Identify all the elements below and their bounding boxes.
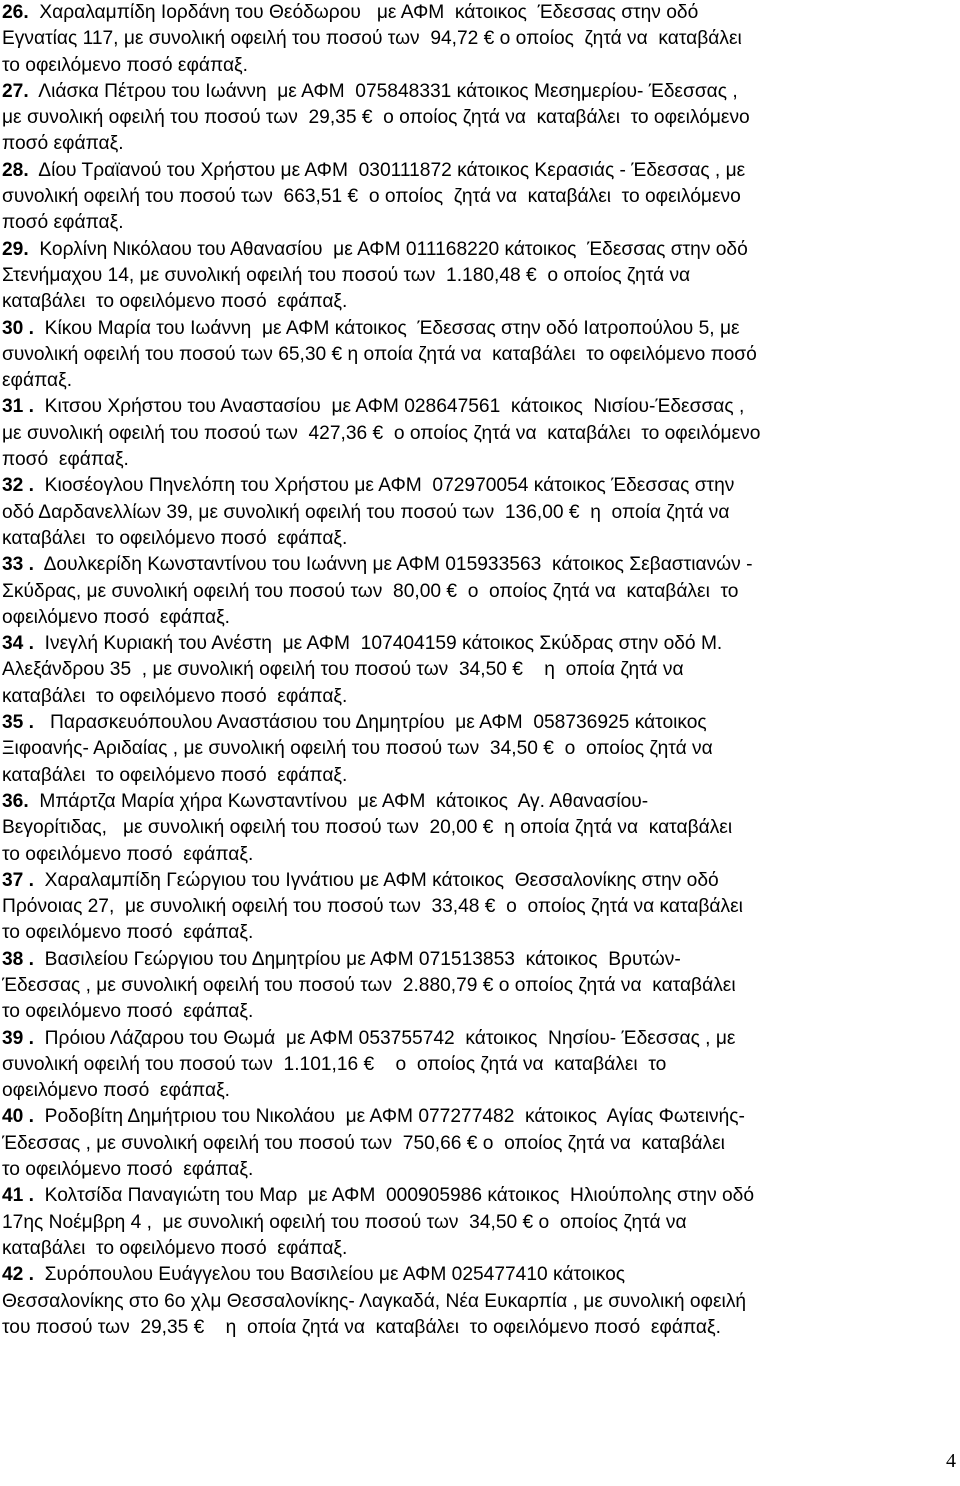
entry-number: 37 .	[2, 869, 35, 891]
entry-number: 35 .	[2, 712, 35, 734]
entry-number: 29.	[2, 238, 29, 260]
entry-text: 17ης Νοέμβρη 4 , με συνολική οφειλή του ποσού των 34,50 € ο οποίος ζητά να	[2, 1211, 687, 1233]
entry-number: 33 .	[2, 554, 35, 576]
entry-line	[2, 1078, 954, 1104]
entry-line	[2, 815, 954, 841]
entry-line	[2, 842, 954, 868]
page-number: 4	[946, 1450, 956, 1472]
entry-line	[2, 131, 954, 157]
entry-line	[2, 105, 954, 131]
entry-item	[0, 316, 960, 395]
entry-item	[0, 947, 960, 1026]
entry-text: Ροδοβίτη Δημήτριου του Νικολάου με ΑΦΜ 077277482 κάτοικος Αγίας Φωτεινής-	[34, 1106, 745, 1128]
entry-line	[2, 53, 954, 79]
entry-text: οφειλόμενο ποσό εφάπαξ.	[2, 606, 230, 628]
entry-number: 36.	[2, 790, 29, 812]
entry-number: 40 .	[2, 1106, 35, 1128]
entry-line	[2, 947, 954, 973]
entry-line	[2, 210, 954, 236]
entry-text: Κορλίνη Νικόλαου του Αθανασίου με ΑΦΜ 011168220 κάτοικος Έδεσσας στην οδό	[28, 238, 748, 260]
entry-line	[2, 1236, 954, 1262]
entry-line	[2, 973, 954, 999]
entry-text: ποσό εφάπαξ.	[2, 133, 124, 155]
entry-item	[0, 552, 960, 631]
entry-text: Κίκου Μαρία του Ιωάννη με ΑΦΜ κάτοικος Έδεσσας στην οδό Ιατροπούλου 5, με	[34, 317, 740, 339]
entry-text: καταβάλει το οφειλόμενο ποσό εφάπαξ.	[2, 527, 348, 549]
entry-text: το οφειλόμενο ποσό εφάπαξ.	[2, 922, 254, 944]
entry-item	[0, 868, 960, 947]
entry-line	[2, 447, 954, 473]
entry-line	[2, 473, 954, 499]
entry-line	[2, 894, 954, 920]
entry-line	[2, 421, 954, 447]
entry-item	[0, 0, 960, 79]
entry-text: καταβάλει το οφειλόμενο ποσό εφάπαξ.	[2, 291, 348, 313]
entry-text: Βασιλείου Γεώργιου του Δημητρίου με ΑΦΜ 071513853 κάτοικος Βρυτών-	[34, 948, 681, 970]
entry-number: 27.	[2, 80, 29, 102]
entry-text: Χαραλαμπίδη Γεώργιου του Ιγνάτιου με ΑΦΜ κάτοικος Θεσσαλονίκης στην οδό	[34, 869, 719, 891]
entry-line	[2, 1104, 954, 1130]
entry-item	[0, 710, 960, 789]
entry-text: το οφειλόμενο ποσό εφάπαξ.	[2, 54, 248, 76]
entry-text: του ποσού των 29,35 € η οποία ζητά να καταβάλει το οφειλόμενο ποσό εφάπαξ.	[2, 1316, 721, 1338]
entry-text: Μπάρτζα Μαρία χήρα Κωνσταντίνου με ΑΦΜ κάτοικος Αγ. Αθανασίου-	[28, 790, 649, 812]
entry-line	[2, 289, 954, 315]
entry-line	[2, 1262, 954, 1288]
entry-text: το οφειλόμενο ποσό εφάπαξ.	[2, 1159, 254, 1181]
entry-line	[2, 789, 954, 815]
entry-number: 41 .	[2, 1185, 35, 1207]
entry-number: 31 .	[2, 396, 35, 418]
entry-line	[2, 657, 954, 683]
entry-text: Στενήμαχου 14, με συνολική οφειλή του ποσού των 1.180,48 € ο οποίος ζητά να	[2, 264, 691, 286]
entry-text: Αλεξάνδρου 35 , με συνολική οφειλή του ποσού των 34,50 € η οποία ζητά να	[2, 659, 684, 681]
entry-line	[2, 684, 954, 710]
entry-line	[2, 631, 954, 657]
entry-text: Ξιφοανής- Αριδαίας , με συνολική οφειλή του ποσού των 34,50 € ο οποίος ζητά να	[2, 738, 713, 760]
entry-text: καταβάλει το οφειλόμενο ποσό εφάπαξ.	[2, 685, 348, 707]
entry-line	[2, 1183, 954, 1209]
entry-item	[0, 1183, 960, 1262]
entry-line	[2, 79, 954, 105]
entry-text: συνολική οφειλή του ποσού των 1.101,16 € ο οποίος ζητά να καταβάλει το	[2, 1053, 667, 1075]
entry-line	[2, 394, 954, 420]
entry-text: εφάπαξ.	[2, 370, 73, 392]
entry-line	[2, 500, 954, 526]
entry-line	[2, 999, 954, 1025]
entry-number: 39 .	[2, 1027, 35, 1049]
entry-line	[2, 1289, 954, 1315]
entry-line	[2, 763, 954, 789]
entry-line	[2, 158, 954, 184]
entry-text: το οφειλόμενο ποσό εφάπαξ.	[2, 1001, 254, 1023]
entry-line	[2, 237, 954, 263]
entry-text: Δουλκερίδη Κωνσταντίνου του Ιωάννη με ΑΦΜ 015933563 κάτοικος Σεβαστιανών -	[34, 554, 753, 576]
entry-item	[0, 1026, 960, 1105]
entry-text: Ινεγλή Κυριακή του Ανέστη με ΑΦΜ 107404159 κάτοικος Σκύδρας στην οδό Μ.	[34, 633, 723, 655]
entry-line	[2, 184, 954, 210]
entry-text: οδό Δαρδανελλίων 39, με συνολική οφειλή του ποσού των 136,00 € η οποία ζητά να	[2, 501, 730, 523]
entry-line	[2, 368, 954, 394]
entry-item	[0, 473, 960, 552]
entry-text: Δίου Τραϊανού του Χρήστου με ΑΦΜ 030111872 κάτοικος Κερασιάς - Έδεσσας , με	[28, 159, 746, 181]
entry-line	[2, 868, 954, 894]
entry-text: Κιτσου Χρήστου του Αναστασίου με ΑΦΜ 028647561 κάτοικος Νισίου-Έδεσσας ,	[34, 396, 745, 418]
entry-text: Κολτσίδα Παναγιώτη του Μαρ με ΑΦΜ 000905986 κάτοικος Ηλιούπολης στην οδό	[34, 1185, 755, 1207]
entry-text: Βεγορίτιδας, με συνολική οφειλή του ποσού των 20,00 € η οποία ζητά να καταβάλει	[2, 817, 733, 839]
entry-text: Συρόπουλου Ευάγγελου του Βασιλείου με ΑΦΜ 025477410 κάτοικος	[34, 1264, 625, 1286]
entry-item	[0, 631, 960, 710]
entry-text: συνολική οφειλή του ποσού των 65,30 € η οποία ζητά να καταβάλει το οφειλόμενο ποσό	[2, 343, 757, 365]
entry-text: ποσό εφάπαξ.	[2, 449, 129, 471]
entry-text: Σκύδρας, με συνολική οφειλή του ποσού των 80,00 € ο οποίος ζητά να καταβάλει το	[2, 580, 739, 602]
entry-line	[2, 552, 954, 578]
entry-item	[0, 789, 960, 868]
entry-item	[0, 237, 960, 316]
entry-line	[2, 605, 954, 631]
entry-line	[2, 0, 954, 26]
entry-text: καταβάλει το οφειλόμενο ποσό εφάπαξ.	[2, 764, 348, 786]
entry-item	[0, 1262, 960, 1341]
entry-number: 28.	[2, 159, 29, 181]
entry-number: 38 .	[2, 948, 35, 970]
entry-text: Έδεσσας , με συνολική οφειλή του ποσού των 750,66 € ο οποίος ζητά να καταβάλει	[2, 1132, 725, 1154]
entry-text: οφειλόμενο ποσό εφάπαξ.	[2, 1080, 230, 1102]
entry-text: ποσό εφάπαξ.	[2, 212, 124, 234]
entry-text: Πρόνοιας 27, με συνολική οφειλή του ποσού των 33,48 € ο οποίος ζητά να καταβάλει	[2, 896, 743, 918]
entry-text: Εγνατίας 117, με συνολική οφειλή του ποσού των 94,72 € ο οποίος ζητά να καταβάλει	[2, 28, 742, 50]
entry-text: με συνολική οφειλή του ποσού των 427,36 € ο οποίος ζητά να καταβάλει το οφειλόμενο	[2, 422, 761, 444]
entry-line	[2, 579, 954, 605]
entry-number: 30 .	[2, 317, 35, 339]
entry-number: 32 .	[2, 475, 35, 497]
entry-number: 42 .	[2, 1264, 35, 1286]
entry-line	[2, 26, 954, 52]
entry-line	[2, 316, 954, 342]
entry-text: Έδεσσας , με συνολική οφειλή του ποσού των 2.880,79 € ο οποίος ζητά να καταβάλει	[2, 974, 736, 996]
entry-text: Λιάσκα Πέτρου του Ιωάννη με ΑΦΜ 075848331 κάτοικος Μεσημερίου- Έδεσσας ,	[28, 80, 738, 102]
entry-line	[2, 1131, 954, 1157]
entry-text: Παρασκευόπουλου Αναστάσιου του Δημητρίου με ΑΦΜ 058736925 κάτοικος	[34, 712, 707, 734]
entry-text: με συνολική οφειλή του ποσού των 29,35 € ο οποίος ζητά να καταβάλει το οφειλόμενο	[2, 107, 750, 129]
entry-line	[2, 710, 954, 736]
entry-line	[2, 1157, 954, 1183]
entry-text: Θεσσαλονίκης στο 6ο χλμ Θεσσαλονίκης- Λαγκαδά, Νέα Ευκαρπία , με συνολική οφειλή	[2, 1290, 747, 1312]
entry-line	[2, 1210, 954, 1236]
entry-line	[2, 1315, 954, 1341]
entry-line	[2, 263, 954, 289]
entry-line	[2, 1026, 954, 1052]
entry-line	[2, 342, 954, 368]
entry-line	[2, 526, 954, 552]
entry-text: Πρόιου Λάζαρου του Θωμά με ΑΦΜ 053755742 κάτοικος Νησίου- Έδεσσας , με	[34, 1027, 736, 1049]
entry-line	[2, 920, 954, 946]
entry-text: καταβάλει το οφειλόμενο ποσό εφάπαξ.	[2, 1237, 348, 1259]
entry-number: 34 .	[2, 633, 35, 655]
entry-text: Χαραλαμπίδη Ιορδάνη του Θεόδωρου με ΑΦΜ κάτοικος Έδεσσας στην οδό	[28, 2, 699, 23]
entry-text: συνολική οφειλή του ποσού των 663,51 € ο οποίος ζητά να καταβάλει το οφειλόμενο	[2, 186, 741, 208]
entry-item	[0, 394, 960, 473]
entry-number: 26.	[2, 2, 29, 23]
entry-item	[0, 79, 960, 158]
entry-item	[0, 1104, 960, 1183]
entry-text: το οφειλόμενο ποσό εφάπαξ.	[2, 843, 254, 865]
entry-line	[2, 1052, 954, 1078]
entry-item	[0, 158, 960, 237]
entry-text: Κιοσέογλου Πηνελόπη του Χρήστου με ΑΦΜ 072970054 κάτοικος Έδεσσας στην	[34, 475, 735, 497]
entry-line	[2, 736, 954, 762]
